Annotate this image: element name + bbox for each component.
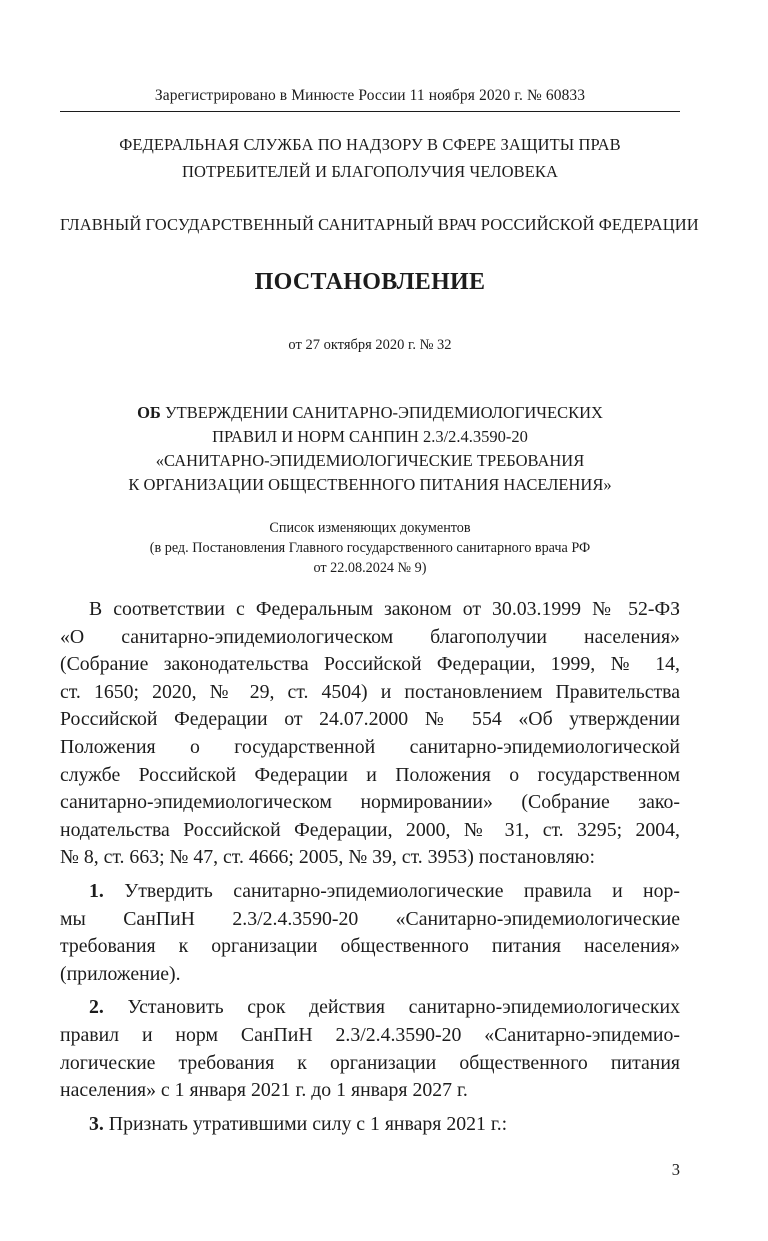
preamble-line: «О санитарно-эпидемиологическом благополучии населения» — [60, 625, 680, 648]
preamble-line: В соответствии с Федеральным законом от 30.03.1999 № 52-ФЗ — [89, 598, 680, 620]
amendments-note — [60, 518, 680, 578]
agency-name-line: ПОТРЕБИТЕЛЕЙ И БЛАГОПОЛУЧИЯ ЧЕЛОВЕКА — [181, 162, 558, 181]
document-page — [60, 0, 699, 1241]
item-3-number: 3. — [89, 1112, 104, 1135]
registration-note: Зарегистрировано в Минюсте России 11 ноября 2020 г. № 60833 — [154, 87, 586, 104]
page-number: 3 — [671, 1160, 680, 1179]
item-2-line: населения» с 1 января 2021 г. до 1 января 2027 г. — [60, 1079, 468, 1102]
preamble-line: службе Российской Федерации и Положения о государственном — [60, 763, 680, 786]
preamble-line: санитарно-эпидемиологическом нормировании» (Собрание зако- — [60, 791, 680, 814]
amendments-line: (в ред. Постановления Главного государственного санитарного врача РФ — [149, 540, 591, 556]
subject-line: «САНИТАРНО-ЭПИДЕМИОЛОГИЧЕСКИЕ ТРЕБОВАНИЯ — [155, 451, 585, 470]
amendments-line: от 22.08.2024 № 9) — [313, 560, 427, 576]
preamble-line: № 8, ст. 663; № 47, ст. 4666; 2005, № 39, ст. 3953) постановляю: — [60, 846, 595, 869]
subject-lead: ОБ — [137, 403, 161, 422]
preamble-line: Российской Федерации от 24.07.2000 № 554 «Об утверждении — [60, 708, 680, 731]
item-1-text: Утвердить санитарно-эпидемиологические правила и нор- — [103, 879, 680, 902]
item-1-line: требования к организации общественного питания населения» — [60, 935, 680, 958]
item-3-line — [60, 1111, 680, 1139]
item-1-line: (приложение). — [60, 962, 181, 985]
preamble-line: ст. 1650; 2020, № 29, ст. 4504) и постановлением Правительства — [60, 680, 680, 703]
amendments-line: Список изменяющих документов — [269, 520, 471, 536]
preamble-line: Положения о государственной санитарно-эпидемиологической — [60, 735, 680, 758]
subject-line: ПРАВИЛ И НОРМ САНПИН 2.3/2.4.3590-20 — [212, 427, 528, 446]
document-body — [60, 596, 680, 1138]
document-date: от 27 октября 2020 г. № 32 — [288, 337, 452, 353]
item-3-text: Признать утратившими силу с 1 января 2021 г.: — [103, 1112, 508, 1135]
item-2-line: правил и норм СанПиН 2.3/2.4.3590-20 «Санитарно-эпидемио- — [60, 1023, 680, 1046]
item-2-text: Установить срок действия санитарно-эпидемиологических — [103, 996, 680, 1019]
agency-name — [60, 131, 680, 185]
item-2-line — [60, 994, 680, 1022]
subject-line: К ОРГАНИЗАЦИИ ОБЩЕСТВЕННОГО ПИТАНИЯ НАСЕЛЕНИЯ» — [128, 475, 612, 494]
subject-line-rest: УТВЕРЖДЕНИИ САНИТАРНО-ЭПИДЕМИОЛОГИЧЕСКИХ — [160, 403, 603, 422]
item-1-line: мы СанПиН 2.3/2.4.3590-20 «Санитарно-эпидемиологические — [60, 907, 680, 930]
agency-name-line: ФЕДЕРАЛЬНАЯ СЛУЖБА ПО НАДЗОРУ В СФЕРЕ ЗАЩИТЫ ПРАВ — [119, 135, 621, 154]
officer-title — [60, 211, 699, 238]
subject-line — [60, 401, 680, 425]
header-divider — [60, 111, 680, 112]
item-2-line: логические требования к организации общественного питания — [60, 1051, 680, 1074]
document-subject — [60, 401, 680, 497]
officer-title-line: ГЛАВНЫЙ ГОСУДАРСТВЕННЫЙ САНИТАРНЫЙ ВРАЧ РОССИЙСКОЙ ФЕДЕРАЦИИ — [60, 215, 699, 234]
preamble-line: нодательства Российской Федерации, 2000, № 31, ст. 3295; 2004, — [60, 818, 680, 841]
item-2-number: 2. — [89, 996, 104, 1019]
item-1-line — [60, 878, 680, 906]
document-title: ПОСТАНОВЛЕНИЕ — [254, 269, 486, 295]
preamble-line: (Собрание законодательства Российской Федерации, 1999, № 14, — [60, 653, 680, 676]
item-1-number: 1. — [89, 879, 104, 902]
